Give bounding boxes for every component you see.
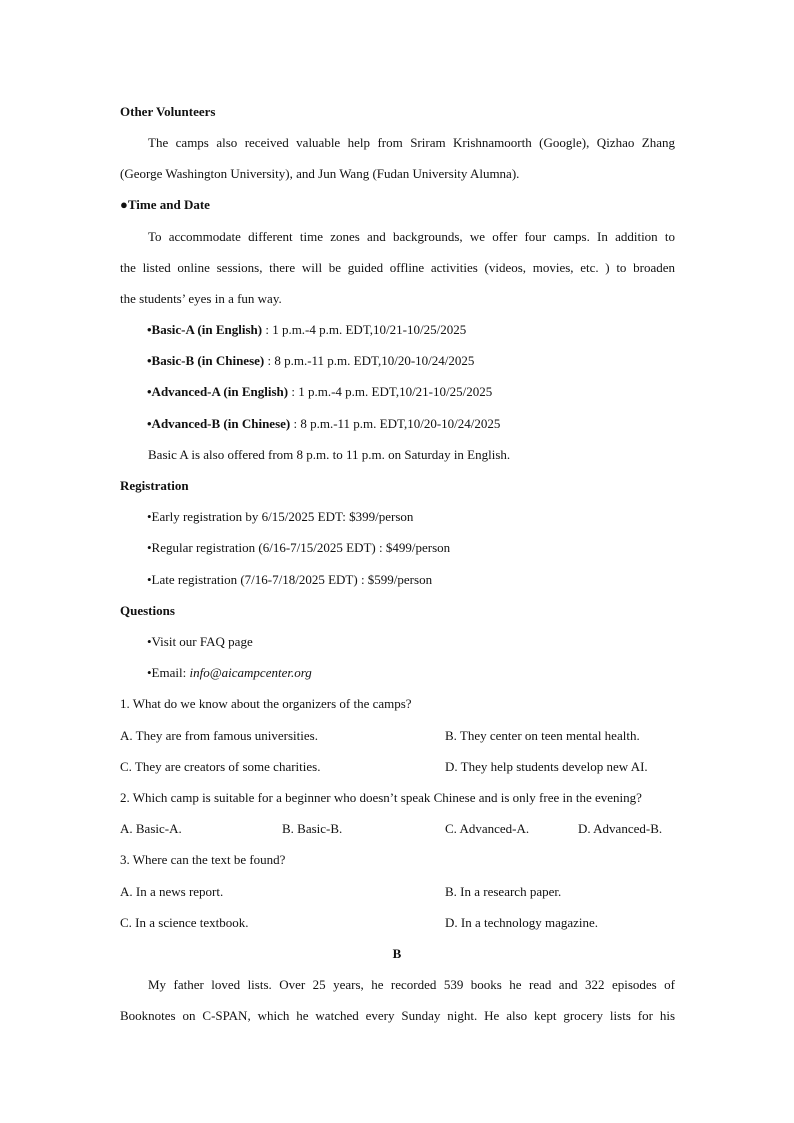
email-link[interactable]: info@aicampcenter.org	[189, 665, 312, 680]
q3-option-d: D. In a technology magazine.	[445, 915, 599, 930]
passage-b-line-1: My father loved lists. Over 25 years, he recorded 539 books he read and 322 episodes of	[148, 977, 675, 992]
email-label: •Email:	[147, 665, 190, 680]
q2-option-c: C. Advanced-A.	[445, 821, 530, 836]
q1-option-a: A. They are from famous universities.	[120, 728, 318, 743]
q2-option-b: B. Basic-B.	[282, 821, 343, 836]
volunteers-line-1: The camps also received valuable help from Sriram Krishnamoorth (Google), Qizhao Zhang	[148, 135, 675, 150]
camp-name: •Basic-A (in English)	[147, 322, 263, 337]
registration-heading: Registration	[120, 478, 189, 493]
question-3-stem: 3. Where can the text be found?	[120, 852, 286, 867]
volunteers-heading: Other Volunteers	[120, 104, 216, 119]
q3-option-c: C. In a science textbook.	[120, 915, 249, 930]
q3-option-b: B. In a research paper.	[445, 884, 562, 899]
email-item	[147, 665, 702, 681]
camp-basic-b	[147, 353, 702, 369]
volunteers-line-2: (George Washington University), and Jun Wang (Fudan University Alumna).	[120, 166, 520, 181]
registration-early: •Early registration by 6/15/2025 EDT: $399/person	[147, 509, 414, 524]
q1-option-d: D. They help students develop new AI.	[445, 759, 648, 774]
basic-a-note: Basic A is also offered from 8 p.m. to 11 p.m. on Saturday in English.	[148, 447, 511, 462]
q3-option-a: A. In a news report.	[120, 884, 224, 899]
camp-advanced-a	[147, 384, 702, 400]
faq-item: •Visit our FAQ page	[147, 634, 253, 649]
camp-detail: : 8 p.m.-11 p.m. EDT,10/20-10/24/2025	[290, 416, 501, 431]
time-date-line-3: the students’ eyes in a fun way.	[120, 291, 282, 306]
camp-detail: : 1 p.m.-4 p.m. EDT,10/21-10/25/2025	[262, 322, 467, 337]
camp-basic-a	[147, 322, 702, 338]
questions-heading: Questions	[120, 603, 175, 618]
camp-advanced-b	[147, 416, 702, 432]
section-b-letter: B	[392, 946, 402, 961]
time-date-heading: ●Time and Date	[120, 197, 210, 212]
camp-name: •Basic-B (in Chinese)	[147, 353, 265, 368]
time-date-line-2: the listed online sessions, there will be guided offline activities (videos, movies, etc. ) to broaden	[120, 260, 675, 275]
registration-regular: •Regular registration (6/16-7/15/2025 EDT) : $499/person	[147, 540, 451, 555]
time-date-line-1: To accommodate different time zones and backgrounds, we offer four camps. In addition to	[148, 229, 675, 244]
camp-name: •Advanced-B (in Chinese)	[147, 416, 291, 431]
camp-detail: : 8 p.m.-11 p.m. EDT,10/20-10/24/2025	[264, 353, 475, 368]
camp-name: •Advanced-A (in English)	[147, 384, 289, 399]
q1-option-b: B. They center on teen mental health.	[445, 728, 640, 743]
q2-option-d: D. Advanced-B.	[578, 821, 663, 836]
camp-detail: : 1 p.m.-4 p.m. EDT,10/21-10/25/2025	[288, 384, 493, 399]
q2-option-a: A. Basic-A.	[120, 821, 182, 836]
registration-late: •Late registration (7/16-7/18/2025 EDT) : $599/person	[147, 572, 433, 587]
passage-b-line-2: Booknotes on C-SPAN, which he watched every Sunday night. He also kept grocery lists for his	[120, 1008, 675, 1023]
question-2-stem: 2. Which camp is suitable for a beginner who doesn’t speak Chinese and is only free in the evening?	[120, 790, 642, 805]
question-1-stem: 1. What do we know about the organizers of the camps?	[120, 696, 412, 711]
q1-option-c: C. They are creators of some charities.	[120, 759, 321, 774]
